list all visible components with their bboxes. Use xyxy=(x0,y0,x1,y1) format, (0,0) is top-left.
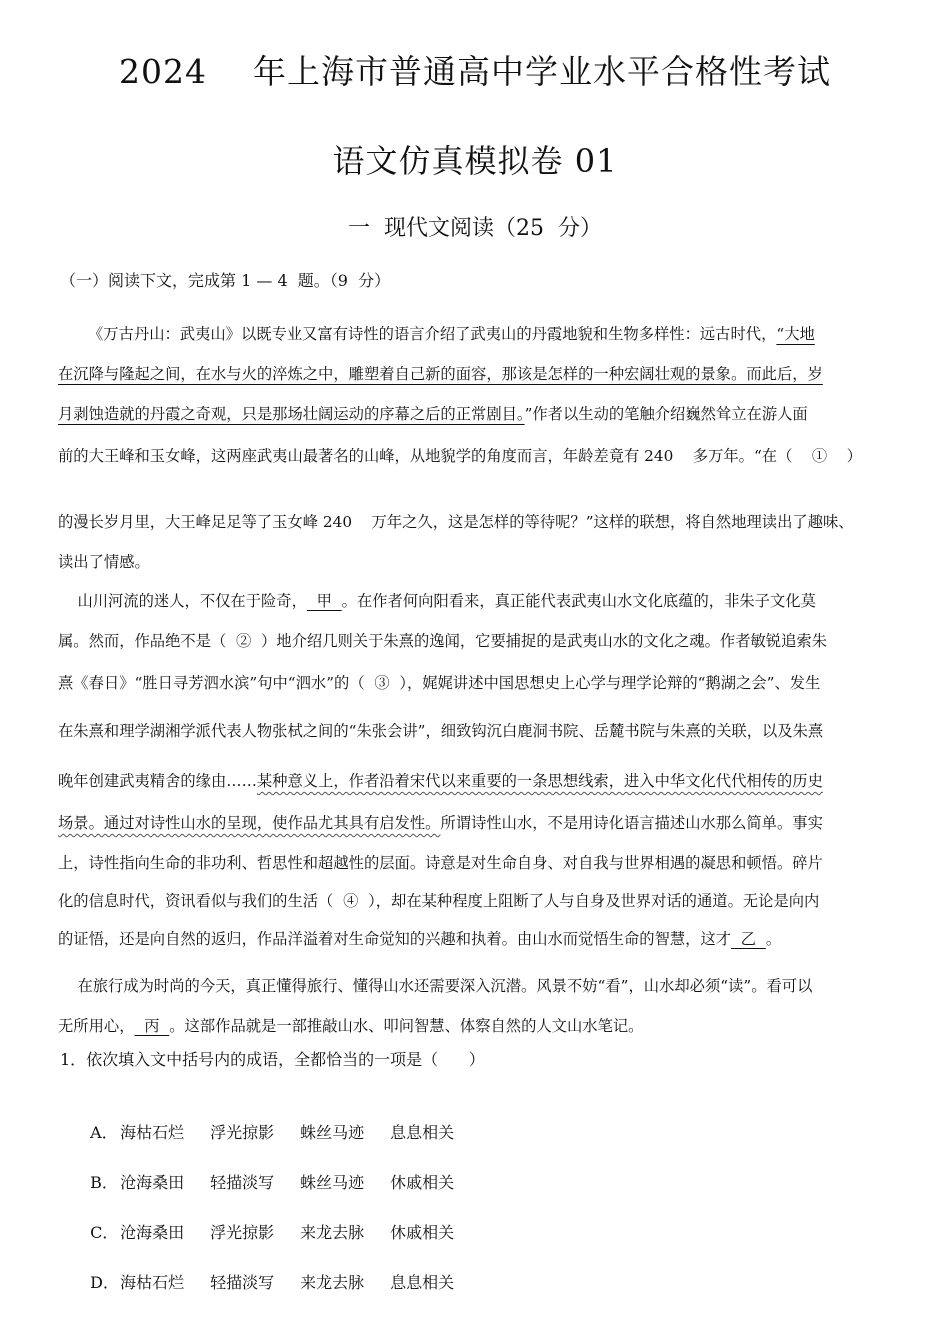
blank-jia: 甲 xyxy=(306,592,342,610)
text-line: 晚年创建武夷精舍的缘由……某种意义上，作者沿着宋代以来重要的一条思想线索，进入中华文化代代相传的历史 xyxy=(58,772,823,790)
option-d[interactable]: D．海枯石烂 轻描淡写 来龙去脉 息息相关 xyxy=(80,1251,480,1293)
question-1-stem: 1．依次填入文中括号内的成语，全都恰当的一项是（ ） xyxy=(60,1050,485,1069)
option-letter: C． xyxy=(90,1223,119,1242)
text-line: 的证悟，还是向自然的返归，作品洋溢着对生命觉知的兴趣和执着。由山水而觉悟生命的智慧，这才 乙 。 xyxy=(58,930,782,948)
reading-instructions: （一）阅读下文，完成第 1 — 4 题。（9 分） xyxy=(60,271,391,290)
paper-subtitle: 语文仿真模拟卷 01 xyxy=(332,142,618,180)
section-title: 一 现代文阅读（25 分） xyxy=(348,216,602,241)
option-letter: A． xyxy=(90,1123,118,1142)
text-line: 山川河流的迷人，不仅在于险奇， 甲 。在作者何向阳看来，真正能代表武夷山水文化底蕴的，非朱子文化莫 xyxy=(58,592,816,610)
blank-bing: 丙 xyxy=(134,1017,170,1035)
option-b[interactable]: B． 沧海桑田 轻描淡写 蛛丝马迹 休戚相关 xyxy=(80,1151,480,1193)
option-a[interactable]: A． 海枯石烂 浮光掠影 蛛丝马迹 息息相关 xyxy=(80,1101,480,1143)
text-line: 《万古丹山：武夷山》以既专业又富有诗性的语言介绍了武夷山的丹霞地貌和生物多样性：远古时代，“大地 xyxy=(88,325,815,343)
text-line: 属。然而，作品绝不是（ ② ）地介绍几则关于朱熹的逸闻，它要捕捉的是武夷山水的文化之魂。作者敏锐追索朱 xyxy=(58,632,827,650)
text-line: 熹《春日》“胜日寻芳泗水滨”句中“泗水”的（ ③ ），娓娓讲述中国思想史上心学与理学论辩的“鹅湖之会”、发生 xyxy=(58,674,821,692)
text-line: 月剥蚀造就的丹霞之奇观，只是那场壮阔运动的序幕之后的正常剧目。”作者以生动的笔触介绍巍然耸立在游人面 xyxy=(58,405,808,423)
option-c[interactable]: C． 沧海桑田 浮光掠影 来龙去脉 休戚相关 xyxy=(80,1201,480,1243)
text-line: 的漫长岁月里，大王峰足足等了玉女峰 240 万年之久，这是怎样的等待呢？”这样的联想，将自然地理读出了趣味、 xyxy=(58,513,854,531)
text-line: 前的大王峰和玉女峰，这两座武夷山最著名的山峰，从地貌学的角度而言，年龄差竟有 240 多万年。“在（ ① ） xyxy=(58,447,862,465)
option-letter: D． xyxy=(90,1273,120,1292)
text-line: 在朱熹和理学湖湘学派代表人物张栻之间的“朱张会讲”，细致钩沉白鹿洞书院、岳麓书院与朱熹的关联，以及朱熹 xyxy=(58,722,824,740)
option-letter: B． xyxy=(90,1173,118,1192)
text-line: 无所用心， 丙 。这部作品就是一部推敲山水、叩问智慧、体察自然的人文山水笔记。 xyxy=(58,1017,644,1035)
text-line: 在旅行成为时尚的今天，真正懂得旅行、懂得山水还需要深入沉潜。风景不妨“看”，山水却必须“读”。看可以 xyxy=(58,977,813,995)
blank-yi: 乙 xyxy=(731,930,766,948)
exam-title: 2024 年上海市普通高中学业水平合格性考试 xyxy=(119,52,831,91)
text-line: 化的信息时代，资讯看似与我们的生活（ ④ ），却在某种程度上阻断了人与自身及世界对话的通道。无论是向内 xyxy=(58,892,820,910)
text-line: 场景。通过对诗性山水的呈现，使作品尤其具有启发性。所谓诗性山水，不是用诗化语言描述山水那么简单。事实 xyxy=(58,814,823,832)
text-line: 上，诗性指向生命的非功利、哲思性和超越性的层面。诗意是对生命自身、对自我与世界相遇的凝思和顿悟。碎片 xyxy=(58,854,823,872)
text-line: 在沉降与隆起之间，在水与火的淬炼之中，雕塑着自己新的面容，那该是怎样的一种宏阔壮观的景象。而此后，岁 xyxy=(58,365,823,383)
text-line: 读出了情感。 xyxy=(58,553,150,571)
